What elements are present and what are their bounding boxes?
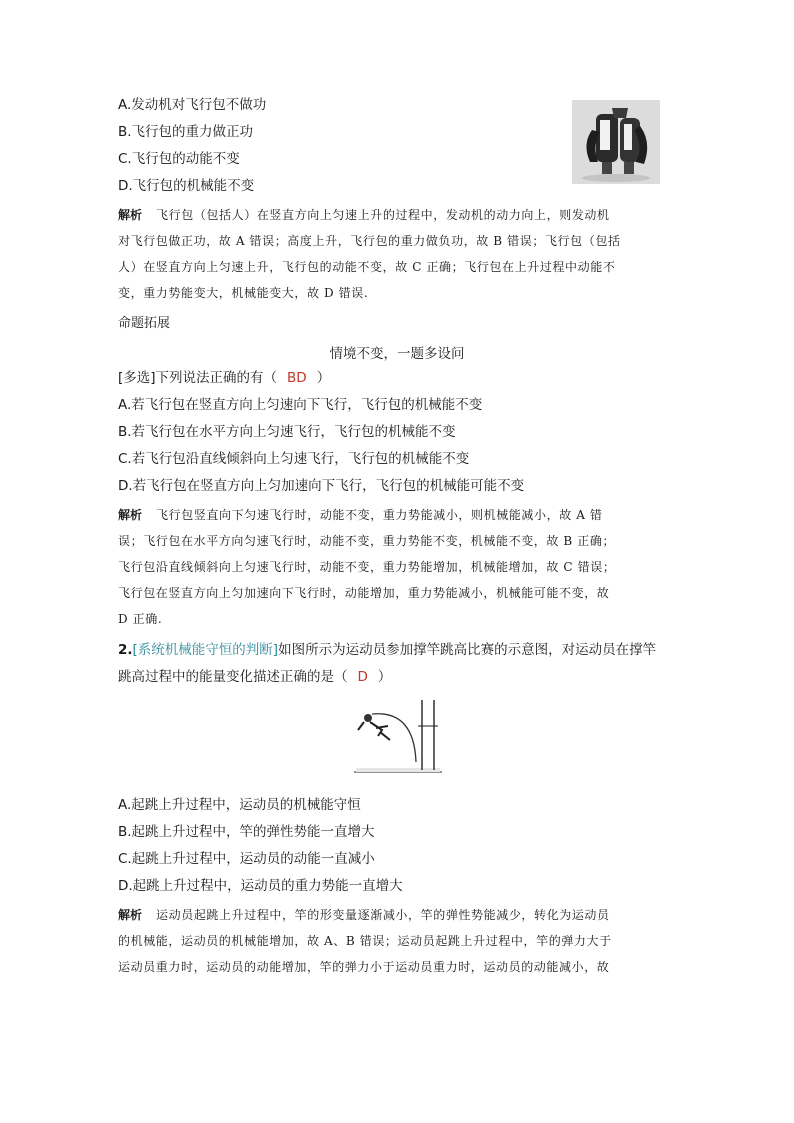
q2-option-a: A.起跳上升过程中，运动员的机械能守恒 bbox=[118, 797, 361, 813]
q2-analysis-line-1: 解析 运动员起跳上升过程中，竿的形变量逐渐减小，竿的弹性势能减少，转化为运动员 bbox=[118, 908, 610, 922]
q2-topic-tag[interactable]: [系统机械能守恒的判断] bbox=[132, 642, 279, 658]
q1-analysis-line-4: 变，重力势能变大，机械能变大，故 D 错误. bbox=[118, 286, 369, 300]
q1-analysis-line-3: 人）在竖直方向上匀速上升，飞行包的动能不变，故 C 正确；飞行包在上升过程中动能不 bbox=[118, 260, 616, 274]
q1-option-a: A.发动机对飞行包不做功 bbox=[118, 97, 267, 113]
pole-vault-diagram bbox=[352, 696, 444, 778]
extension-analysis-line-5: D 正确. bbox=[118, 612, 163, 626]
extension-answer: BD bbox=[287, 370, 307, 386]
extension-option-d: D.若飞行包在竖直方向上匀加速向下飞行，飞行包的机械能可能不变 bbox=[118, 478, 525, 494]
q2-option-b: B.起跳上升过程中，竿的弹性势能一直增大 bbox=[118, 824, 375, 840]
q2-analysis-label: 解析 bbox=[118, 908, 143, 922]
q1-option-d: D.飞行包的机械能不变 bbox=[118, 178, 255, 194]
q1-analysis-line-2: 对飞行包做正功，故 A 错误；高度上升，飞行包的重力做负功，故 B 错误；飞行包（包括 bbox=[118, 234, 621, 248]
extension-option-b: B.若飞行包在水平方向上匀速飞行，飞行包的机械能不变 bbox=[118, 424, 456, 440]
q2-analysis-line-2: 的机械能，运动员的机械能增加，故 A、B 错误；运动员起跳上升过程中，竿的弹力大于 bbox=[118, 934, 612, 948]
extension-analysis-line-1: 解析 飞行包竖直向下匀速飞行时，动能不变，重力势能减小，则机械能减小，故 A 错 bbox=[118, 508, 603, 522]
q1-option-c: C.飞行包的动能不变 bbox=[118, 151, 240, 167]
q2-stem-line-2: 跳高过程中的能量变化描述正确的是（ D ） bbox=[118, 669, 392, 685]
extension-analysis-line-3: 飞行包沿直线倾斜向上匀速飞行时，动能不变，重力势能增加，机械能增加，故 C 错误； bbox=[118, 560, 616, 574]
extension-subtitle: 情境不变，一题多设问 bbox=[329, 346, 465, 362]
extension-analysis-label: 解析 bbox=[118, 508, 143, 522]
q1-option-b: B.飞行包的重力做正功 bbox=[118, 124, 254, 140]
jetpack-image bbox=[572, 100, 660, 184]
q1-analysis-label: 解析 bbox=[118, 208, 143, 222]
extension-analysis-line-4: 飞行包在竖直方向上匀加速向下飞行时，动能增加，重力势能减小，机械能可能不变，故 bbox=[118, 586, 610, 600]
q2-analysis-line-3: 运动员重力时，运动员的动能增加，竿的弹力小于运动员重力时，运动员的动能减小，故 bbox=[118, 960, 610, 974]
extension-question: [多选]下列说法正确的有（ BD ） bbox=[118, 370, 331, 386]
q2-option-d: D.起跳上升过程中，运动员的重力势能一直增大 bbox=[118, 878, 403, 894]
q2-option-c: C.起跳上升过程中，运动员的动能一直减小 bbox=[118, 851, 375, 867]
extension-analysis-line-2: 误；飞行包在水平方向匀速飞行时，动能不变，重力势能不变，机械能不变，故 B 正确； bbox=[118, 534, 616, 548]
q1-analysis-line-1: 解析 飞行包（包括人）在竖直方向上匀速上升的过程中，发动机的动力向上，则发动机 bbox=[118, 208, 610, 222]
extension-heading: 命题拓展 bbox=[118, 316, 171, 331]
extension-option-c: C.若飞行包沿直线倾斜向上匀速飞行，飞行包的机械能不变 bbox=[118, 451, 470, 467]
q2-answer: D bbox=[357, 669, 368, 685]
extension-option-a: A.若飞行包在竖直方向上匀速向下飞行，飞行包的机械能不变 bbox=[118, 397, 483, 413]
q2-stem-line-1: 2.[系统机械能守恒的判断]如图所示为运动员参加撑竿跳高比赛的示意图，对运动员在撑竿 bbox=[118, 642, 657, 658]
q2-number: 2. bbox=[118, 642, 133, 658]
